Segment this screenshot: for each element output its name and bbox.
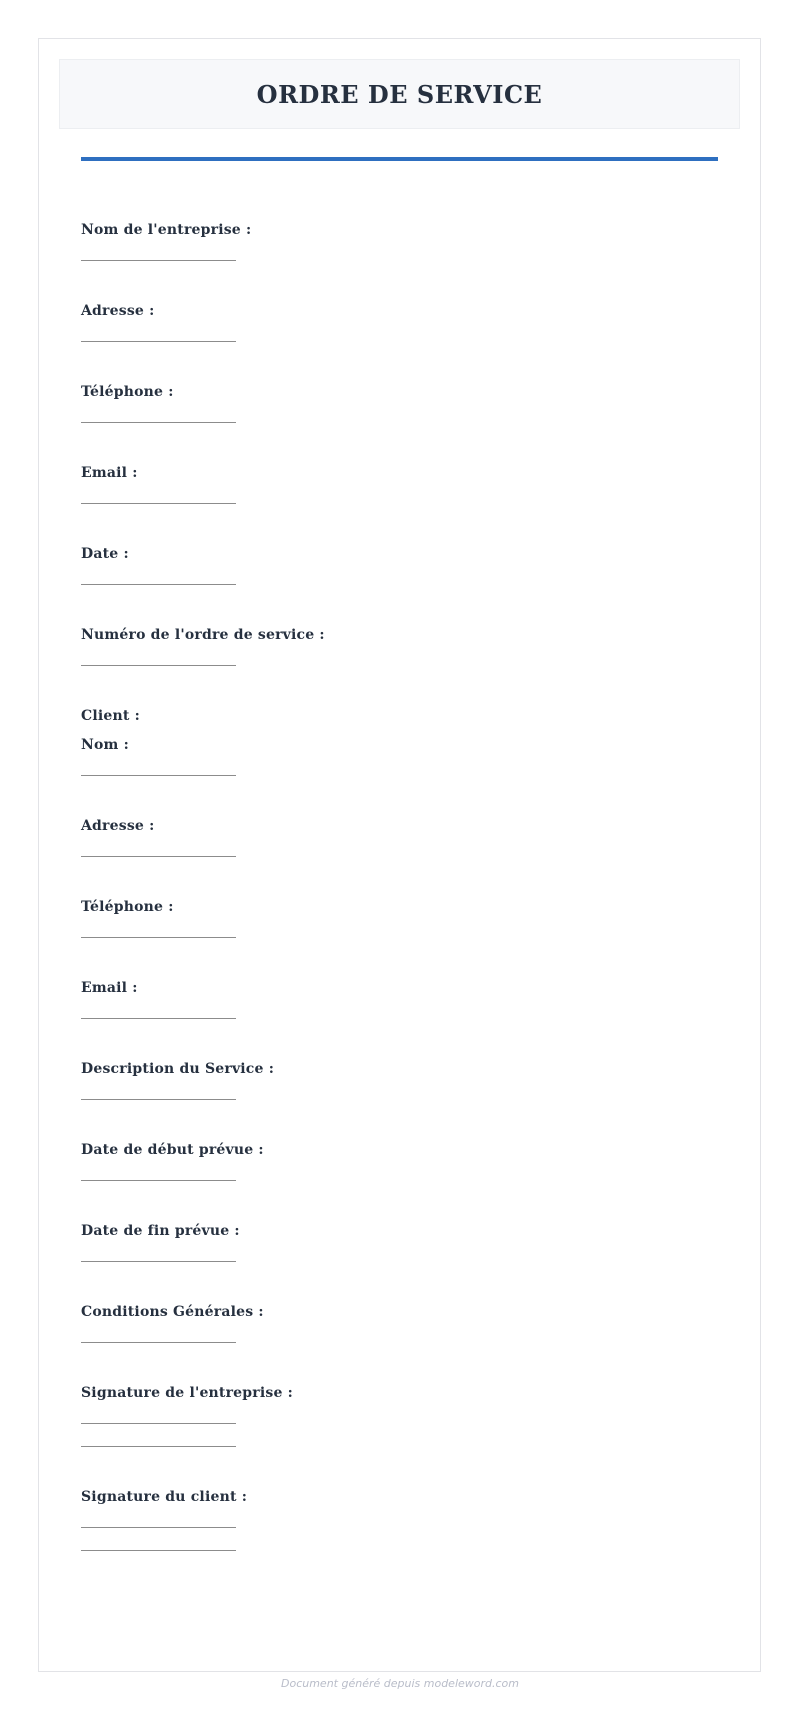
fill-in-line xyxy=(81,1099,236,1100)
form-field xyxy=(81,464,718,504)
document-header xyxy=(59,59,740,129)
form-field xyxy=(81,1222,718,1262)
field-label: Adresse : xyxy=(81,818,155,834)
fill-in-line xyxy=(81,1527,236,1528)
document-content xyxy=(59,157,740,1551)
form-field xyxy=(81,1060,718,1100)
fill-in-line xyxy=(81,1446,236,1447)
form-field xyxy=(81,302,718,342)
field-label: Nom de l'entreprise : xyxy=(81,222,252,238)
field-label: Conditions Générales : xyxy=(81,1304,264,1320)
fill-in-line xyxy=(81,341,236,342)
document-page xyxy=(38,38,761,1672)
form-field xyxy=(81,817,718,857)
field-label: Adresse : xyxy=(81,303,155,319)
form-field xyxy=(81,626,718,666)
service-order-form xyxy=(81,221,718,1551)
fill-in-line xyxy=(81,856,236,857)
form-field xyxy=(81,1384,718,1447)
field-label: Téléphone : xyxy=(81,899,174,915)
form-field xyxy=(81,383,718,423)
field-label: Numéro de l'ordre de service : xyxy=(81,627,325,643)
form-field xyxy=(81,1141,718,1181)
field-label: Téléphone : xyxy=(81,384,174,400)
form-field xyxy=(81,221,718,261)
fill-in-line xyxy=(81,1423,236,1424)
page-title: ORDRE DE SERVICE xyxy=(256,79,543,109)
fill-in-line xyxy=(81,937,236,938)
fill-in-line xyxy=(81,1342,236,1343)
field-label: Email : xyxy=(81,980,138,996)
field-label: Date : xyxy=(81,546,129,562)
form-field xyxy=(81,707,718,725)
fill-in-line xyxy=(81,1180,236,1181)
fill-in-line xyxy=(81,584,236,585)
form-field xyxy=(81,545,718,585)
fill-in-line xyxy=(81,260,236,261)
fill-in-line xyxy=(81,422,236,423)
form-field xyxy=(81,736,718,776)
fill-in-line xyxy=(81,775,236,776)
field-label: Nom : xyxy=(81,737,129,753)
accent-divider xyxy=(81,157,718,161)
form-field xyxy=(81,1303,718,1343)
field-label: Signature du client : xyxy=(81,1489,248,1505)
field-label: Date de fin prévue : xyxy=(81,1223,240,1239)
fill-in-line xyxy=(81,1550,236,1551)
fill-in-line xyxy=(81,665,236,666)
fill-in-line xyxy=(81,503,236,504)
form-field xyxy=(81,979,718,1019)
field-label: Email : xyxy=(81,465,138,481)
fill-in-line xyxy=(81,1261,236,1262)
field-label: Description du Service : xyxy=(81,1061,275,1077)
field-label: Date de début prévue : xyxy=(81,1142,264,1158)
field-label: Client : xyxy=(81,708,140,724)
generator-watermark: Document généré depuis modeleword.com xyxy=(281,1677,519,1690)
fill-in-line xyxy=(81,1018,236,1019)
form-field xyxy=(81,1488,718,1551)
form-field xyxy=(81,898,718,938)
field-label: Signature de l'entreprise : xyxy=(81,1385,293,1401)
